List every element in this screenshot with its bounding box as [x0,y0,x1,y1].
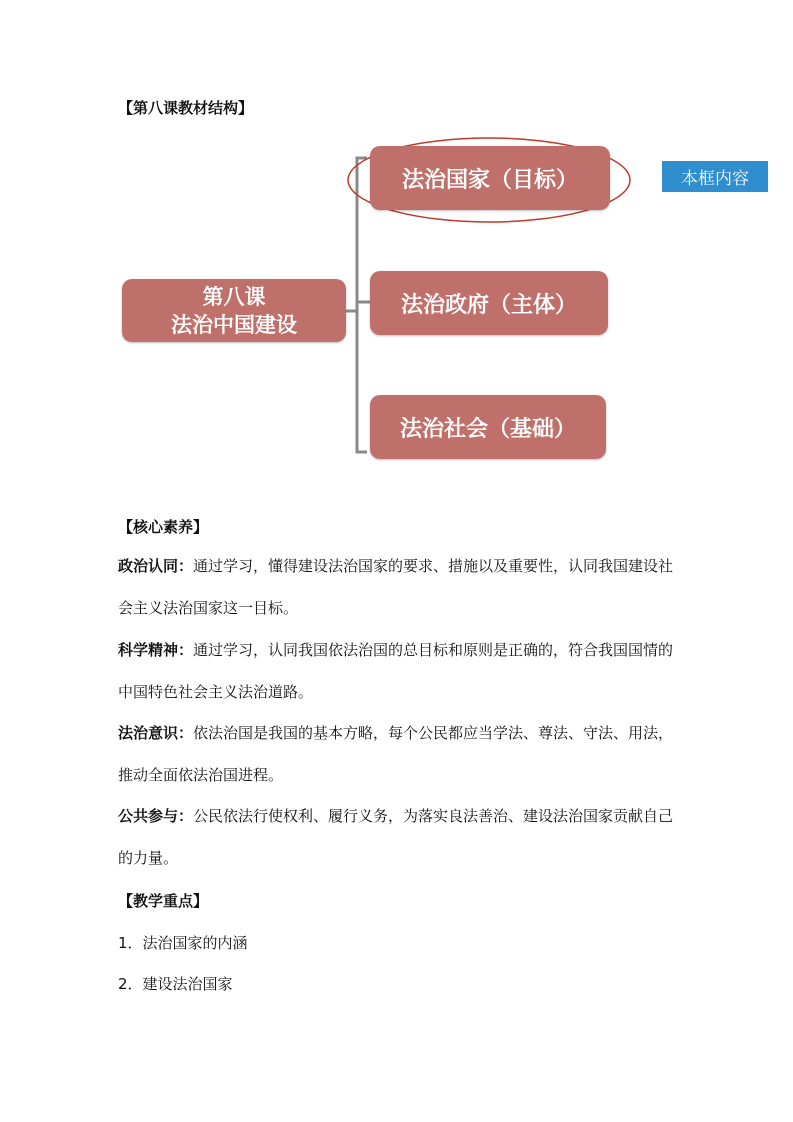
paragraph-label: 科学精神： [118,641,194,659]
literacy-paragraph [118,795,678,879]
structure-heading: 【第八课教材结构】 [118,99,254,117]
mind-map-root-node [122,279,346,342]
key-point-item: 1．法治国家的内涵 [118,934,248,952]
paragraph-text: 通过学习，懂得建设法治国家的要求、措施以及重要性，认同我国建设社会主义法治国家这一目标。 [118,557,674,617]
paragraph-label: 政治认同： [118,557,194,575]
paragraph-text: 公民依法行使权利、履行义务，为落实良法善治、建设法治国家贡献自己的力量。 [118,807,674,867]
branch-node-rule-of-law-society: 法治社会（基础） [370,395,606,459]
branch-node-rule-of-law-government: 法治政府（主体） [370,271,608,335]
current-section-badge: 本框内容 [662,161,768,192]
paragraph-text: 通过学习，认同我国依法治国的总目标和原则是正确的，符合我国国情的中国特色社会主义法治道路。 [118,641,674,701]
key-points-heading: 【教学重点】 [118,892,209,910]
literacy-paragraph [118,629,678,713]
key-point-item: 2．建设法治国家 [118,975,233,993]
literacy-paragraph [118,545,678,629]
paragraph-label: 法治意识： [118,724,194,742]
branch-node-rule-of-law-country: 法治国家（目标） [370,146,610,210]
literacy-heading: 【核心素养】 [118,518,209,536]
paragraph-label: 公共参与： [118,807,194,825]
root-node-line1: 第八课 [202,284,266,309]
literacy-paragraph [118,712,678,796]
root-node-line2: 法治中国建设 [171,312,297,337]
paragraph-text: 依法治国是我国的基本方略，每个公民都应当学法、尊法、守法、用法，推动全面依法治国进程。 [118,724,674,784]
